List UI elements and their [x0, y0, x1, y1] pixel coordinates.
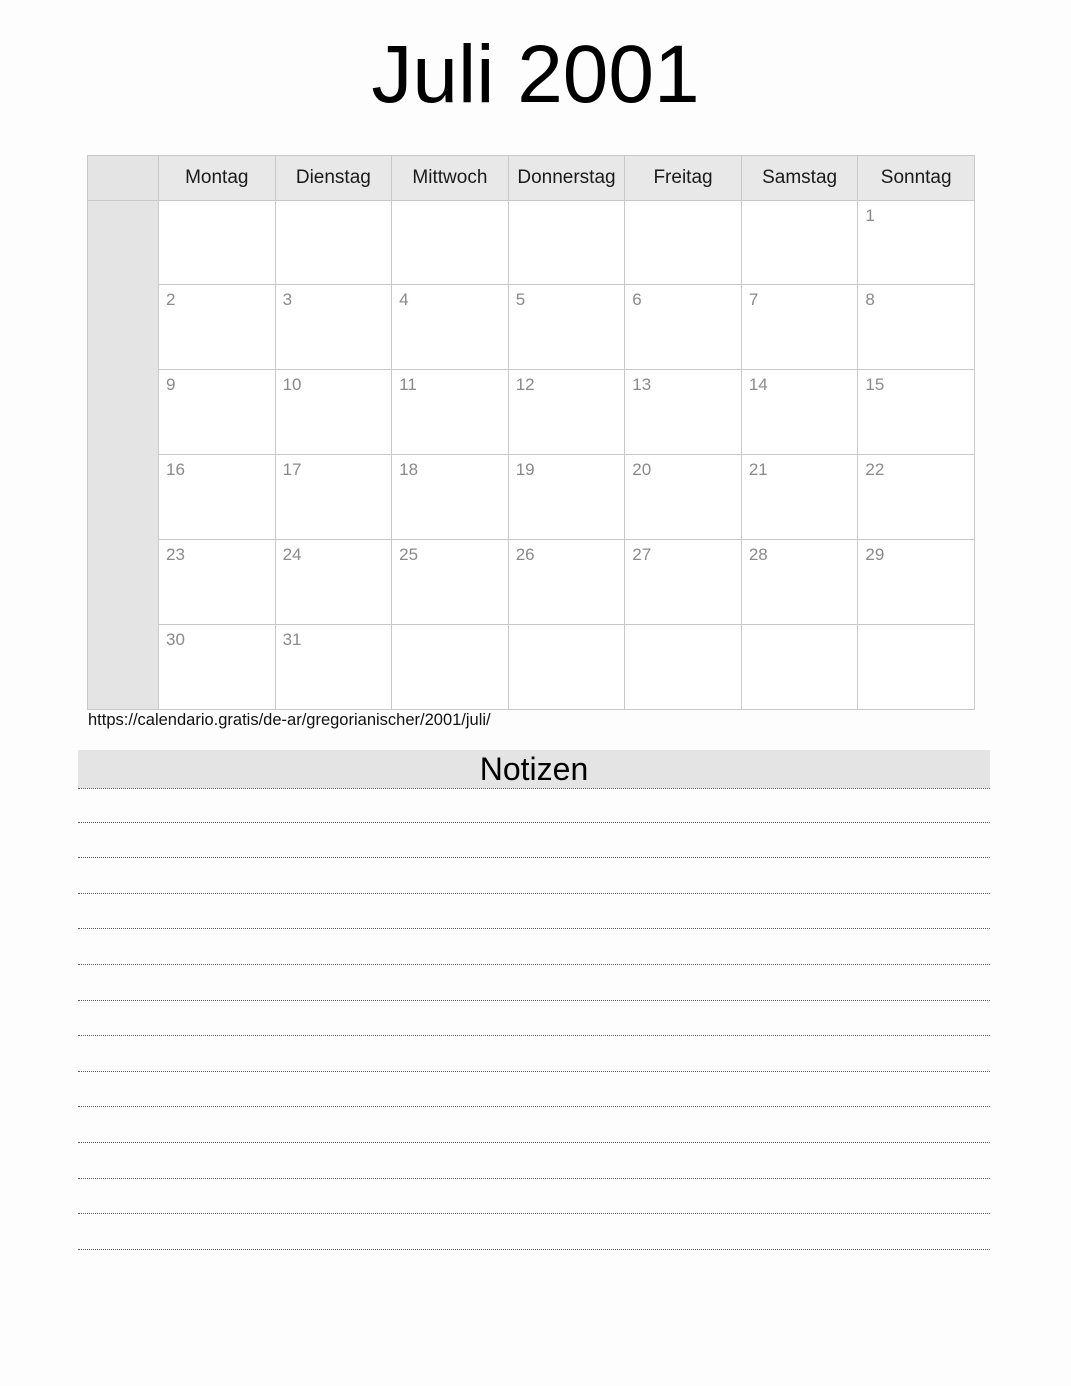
calendar-week-row	[88, 540, 975, 625]
day-cell[interactable]	[275, 625, 392, 710]
note-line[interactable]	[78, 894, 990, 930]
day-cell[interactable]	[741, 370, 858, 455]
note-line[interactable]	[78, 1143, 990, 1179]
day-number: 13	[632, 375, 652, 394]
day-cell[interactable]	[392, 285, 509, 370]
day-number: 17	[282, 460, 302, 479]
day-cell[interactable]	[625, 540, 742, 625]
day-cell[interactable]	[275, 455, 392, 540]
day-number: 12	[515, 375, 535, 394]
day-number: 29	[865, 545, 885, 564]
day-cell[interactable]	[858, 540, 975, 625]
day-cell[interactable]	[625, 285, 742, 370]
page-title: Juli 2001	[371, 29, 700, 120]
day-cell[interactable]	[741, 625, 858, 710]
day-number: 11	[399, 375, 417, 394]
day-number: 2	[166, 290, 176, 309]
day-number: 6	[632, 290, 642, 309]
calendar-week-row	[88, 370, 975, 455]
weekday-header-freitag: Freitag	[625, 156, 742, 201]
day-number: 8	[865, 290, 875, 309]
day-cell[interactable]	[741, 540, 858, 625]
day-cell[interactable]	[741, 285, 858, 370]
day-cell[interactable]	[392, 370, 509, 455]
day-cell[interactable]	[508, 540, 625, 625]
day-number: 19	[515, 460, 535, 479]
day-number: 22	[865, 460, 885, 479]
day-number: 23	[166, 545, 185, 564]
weekday-header-row	[88, 156, 975, 201]
day-cell[interactable]	[858, 201, 975, 285]
notes-heading: Notizen	[78, 750, 990, 788]
day-cell[interactable]	[625, 625, 742, 710]
calendar-week-row	[88, 285, 975, 370]
note-line[interactable]	[78, 1036, 990, 1072]
day-cell[interactable]	[275, 201, 392, 285]
note-line[interactable]	[78, 965, 990, 1001]
calendar-week-row	[88, 625, 975, 710]
source-url-text: https://calendario.gratis/de-ar/gregorianischer/2001/juli/	[88, 711, 491, 729]
day-cell[interactable]	[508, 455, 625, 540]
day-cell[interactable]	[508, 370, 625, 455]
note-line[interactable]	[78, 1072, 990, 1108]
day-cell[interactable]	[159, 455, 276, 540]
notes-section	[78, 750, 990, 1250]
notes-lines-container[interactable]	[78, 788, 990, 1250]
day-number: 26	[515, 545, 535, 564]
weekday-header-sonntag: Sonntag	[858, 156, 975, 201]
day-cell[interactable]	[159, 625, 276, 710]
day-cell[interactable]	[392, 201, 509, 285]
calendar-container	[87, 155, 975, 710]
day-number: 16	[166, 460, 185, 479]
day-cell[interactable]	[858, 455, 975, 540]
weekday-header-samstag: Samstag	[741, 156, 858, 201]
day-number: 27	[632, 545, 652, 564]
weekday-header-donnerstag: Donnerstag	[508, 156, 625, 201]
day-number: 30	[166, 630, 185, 649]
day-number: 21	[748, 460, 768, 479]
day-cell[interactable]	[392, 455, 509, 540]
note-line[interactable]	[78, 788, 990, 823]
weekday-header-montag: Montag	[159, 156, 276, 201]
day-cell[interactable]	[275, 285, 392, 370]
day-number: 18	[399, 460, 419, 479]
calendar-body	[88, 201, 975, 710]
day-number: 24	[282, 545, 302, 564]
weekday-header-dienstag: Dienstag	[275, 156, 392, 201]
calendar-header-row-group	[88, 156, 975, 201]
day-number: 15	[865, 375, 885, 394]
day-number: 14	[748, 375, 768, 394]
note-line[interactable]	[78, 1107, 990, 1143]
day-number: 5	[515, 290, 526, 309]
note-line[interactable]	[78, 1179, 990, 1215]
day-number: 20	[632, 460, 652, 479]
day-number: 28	[748, 545, 768, 564]
day-cell[interactable]	[858, 285, 975, 370]
week-number-column-header	[88, 156, 159, 201]
day-cell[interactable]	[159, 540, 276, 625]
note-line[interactable]	[78, 1001, 990, 1037]
day-cell[interactable]	[625, 455, 742, 540]
weekday-header-mittwoch: Mittwoch	[392, 156, 509, 201]
note-line[interactable]	[78, 929, 990, 965]
day-cell[interactable]	[159, 201, 276, 285]
day-cell[interactable]	[741, 201, 858, 285]
calendar-week-row	[88, 201, 975, 285]
day-cell[interactable]	[508, 625, 625, 710]
day-cell[interactable]	[625, 370, 742, 455]
day-number: 25	[399, 545, 419, 564]
day-number: 1	[865, 206, 875, 225]
day-cell[interactable]	[159, 370, 276, 455]
day-cell[interactable]	[741, 455, 858, 540]
day-cell[interactable]	[392, 625, 509, 710]
day-cell[interactable]	[508, 285, 625, 370]
day-number: 4	[399, 290, 409, 309]
day-cell[interactable]	[275, 370, 392, 455]
day-number: 3	[282, 290, 293, 309]
day-number: 31	[282, 630, 302, 649]
day-cell[interactable]	[392, 540, 509, 625]
note-line[interactable]	[78, 858, 990, 894]
day-number: 9	[166, 375, 176, 394]
calendar-week-row	[88, 455, 975, 540]
day-cell[interactable]	[275, 540, 392, 625]
day-cell[interactable]	[159, 285, 276, 370]
calendar-table	[87, 155, 975, 710]
day-cell[interactable]	[858, 370, 975, 455]
week-number-column	[88, 201, 159, 710]
note-line[interactable]	[78, 823, 990, 859]
day-number: 10	[282, 375, 302, 394]
day-cell[interactable]	[858, 625, 975, 710]
day-cell[interactable]	[625, 201, 742, 285]
day-number: 7	[748, 290, 759, 309]
note-line[interactable]	[78, 1214, 990, 1250]
day-cell[interactable]	[508, 201, 625, 285]
